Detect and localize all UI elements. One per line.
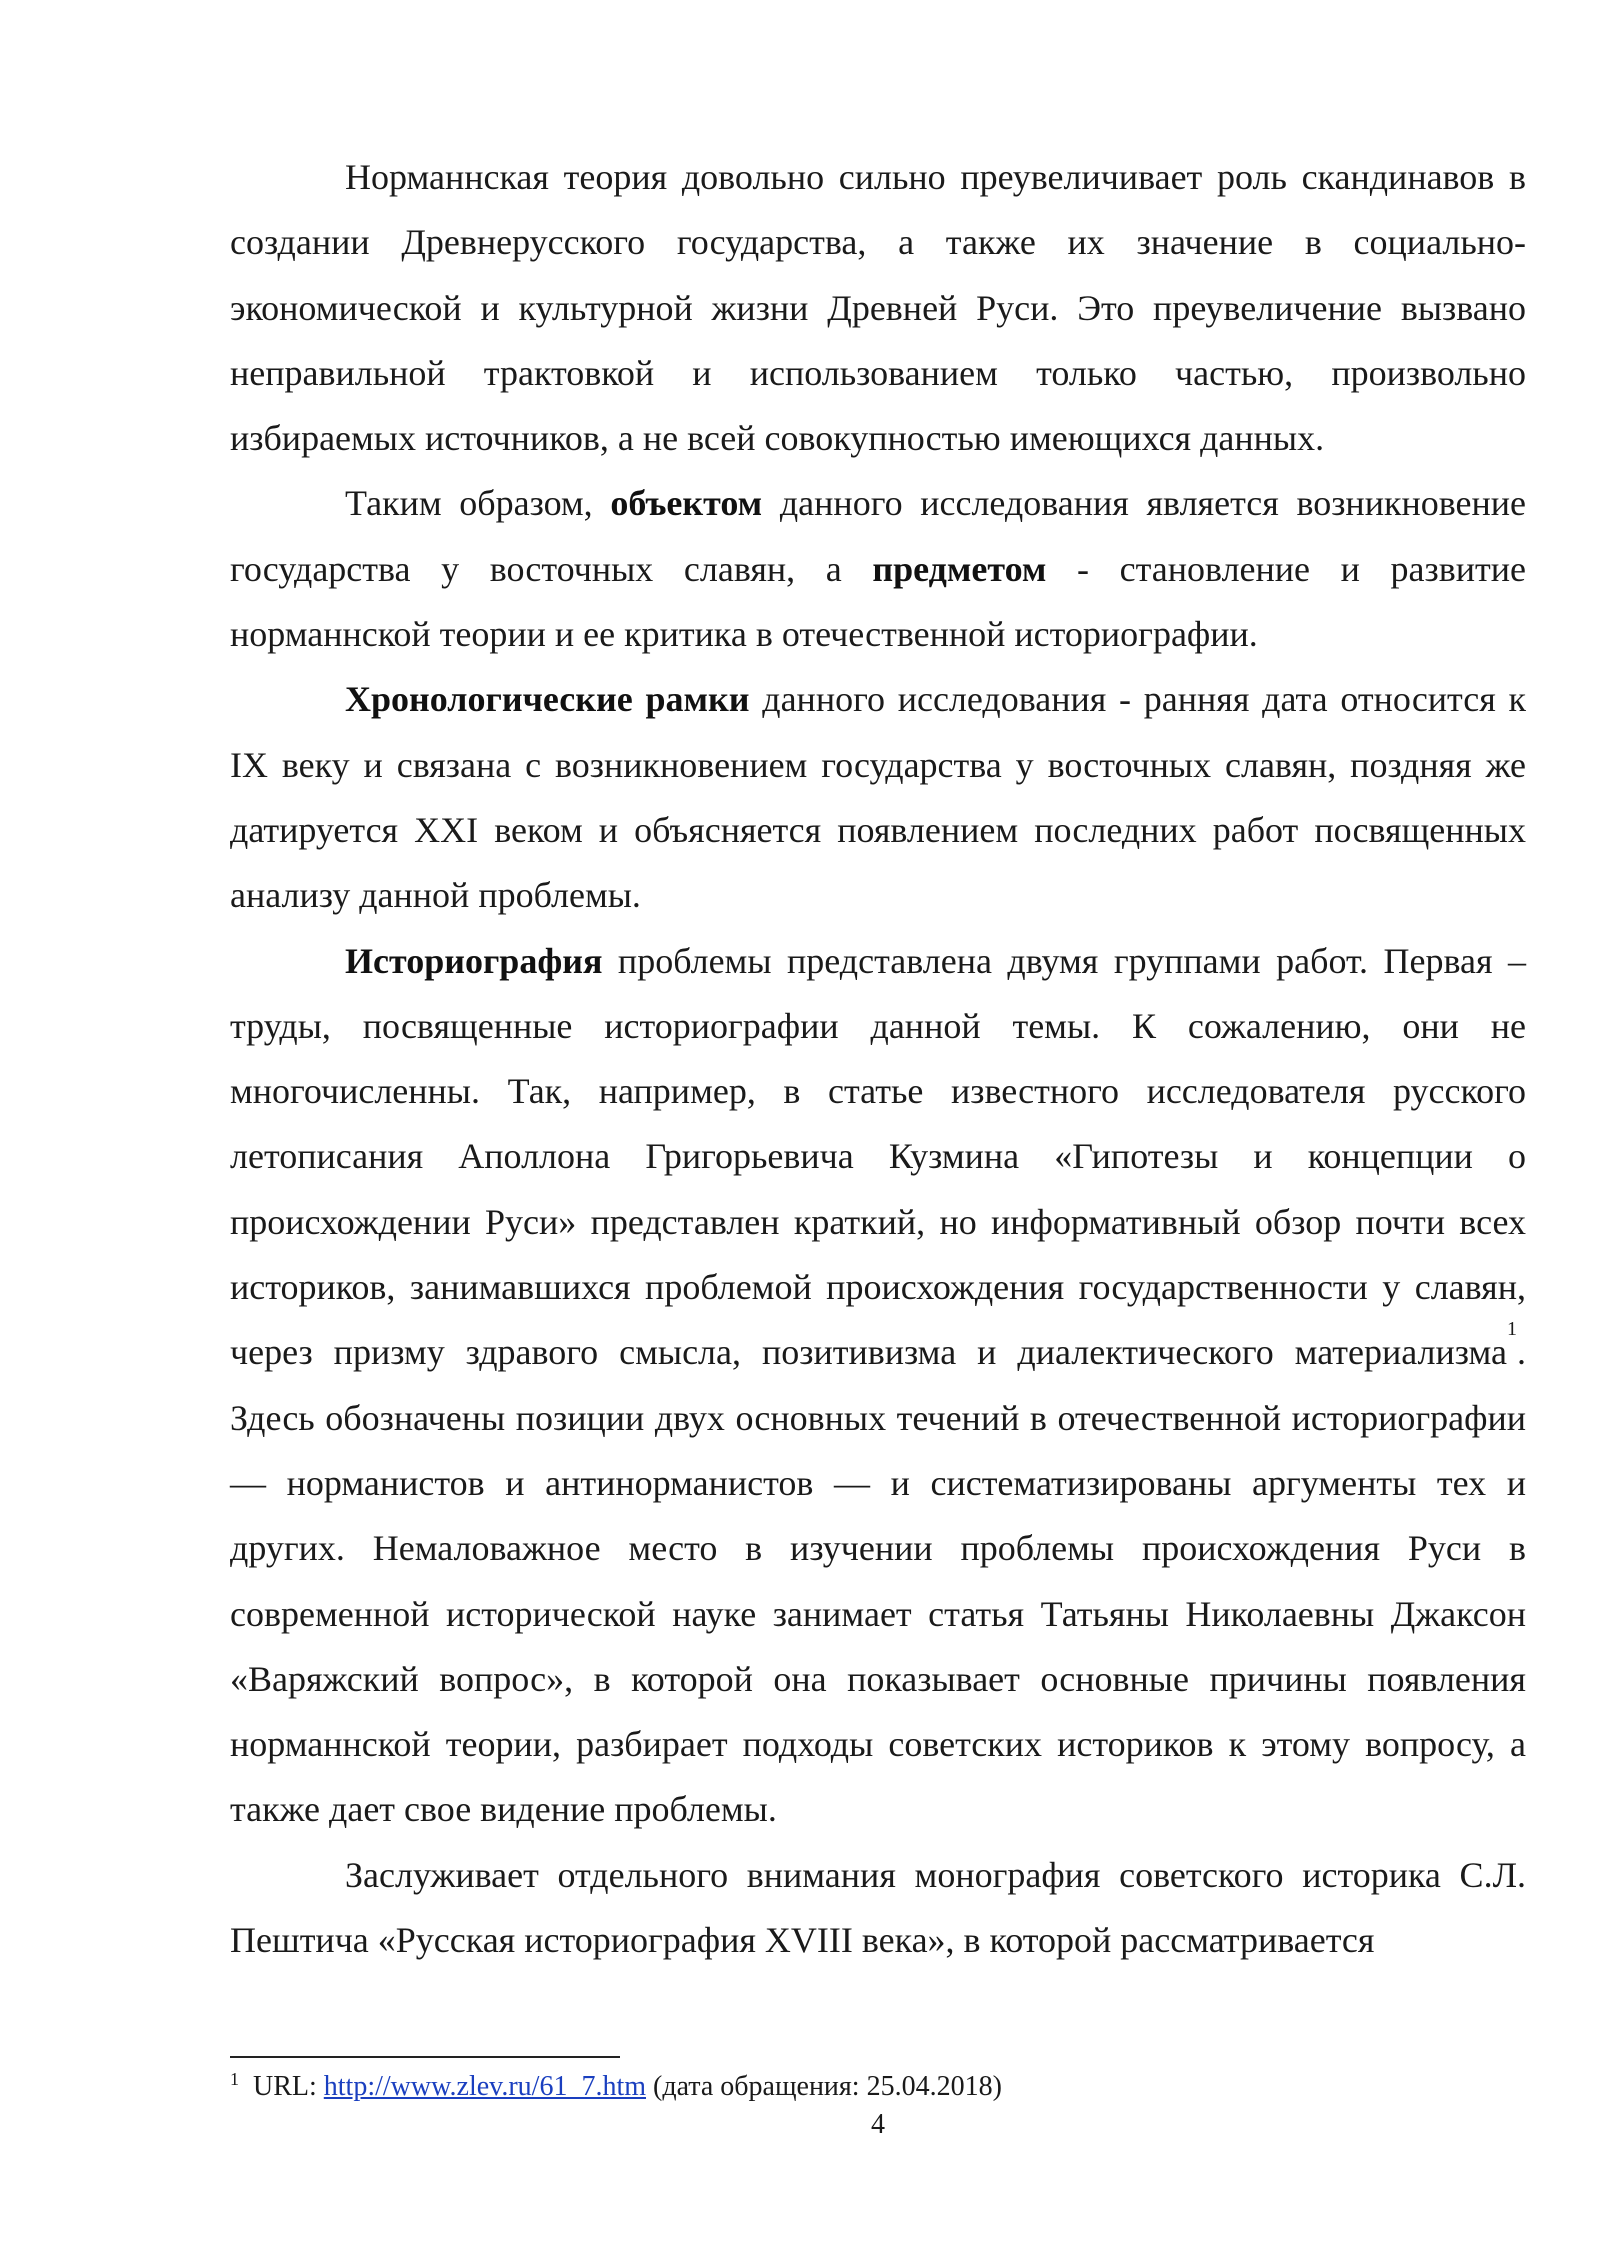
paragraph-text: проблемы представлена двумя группами работ. Первая – труды, посвященные историографии данной темы. К сожалению, они не многочисленны. Так, например, в статье известного исследователя русского летописания Аполлона Григорьевича Кузмина «Гипотезы и концепции о происхождении Руси» представлен краткий, но информативный обзор почти всех историков, занимавшихся проблемой происхождения государственности у славян, через призму здравого смысла, позитивизма и диалектического материализма (230, 940, 1526, 1373)
body-text (230, 145, 1526, 1973)
term-historiography: Историография (345, 940, 603, 981)
paragraph-object-subject (230, 471, 1526, 667)
paragraph-text: Таким образом, (345, 483, 611, 524)
paragraph-chronological-scope (230, 667, 1526, 928)
footnote-prefix: URL: (253, 2071, 324, 2102)
paragraph-text: данного исследования - ранняя дата относится к IX веку и связана с возникновением государства у восточных славян, поздняя же датируется XXI веком и объясняется появлением последних работ посвященных анализу данной проблемы. (230, 679, 1526, 916)
footnote-separator (230, 2056, 620, 2058)
paragraph-historiography (230, 929, 1526, 1843)
footnote-reference[interactable]: 1 (1507, 1318, 1517, 1341)
paragraph-norman-theory (230, 145, 1526, 471)
paragraph-text: - становление и развитие норманнской теории и ее критика в отечественной историографии. (230, 548, 1526, 655)
paragraph-text: данного исследования является возникновение государства у восточных славян, а (230, 483, 1526, 589)
term-subject: предметом (872, 548, 1047, 589)
paragraph-text: Заслуживает отдельного внимания монография советского историка С.Л. Пештича «Русская историография XVIII века», в которой рассматривается (230, 1854, 1526, 1961)
page-number: 4 (871, 2109, 885, 2140)
paragraph-peshtich (230, 1843, 1526, 1974)
term-object: объектом (610, 483, 763, 524)
paragraph-text: . Здесь обозначены позиции двух основных течений в отечественной историографии — норманистов и антинорманистов — и систематизированы аргументы тех и других. Немаловажное место в изучении проблемы происхождения Руси в современной исторической науке занимает статья Татьяны Николаевны Джаксон «Варяжский вопрос», в которой она показывает основные причины появления норманнской теории, разбирает подходы советских историков к этому вопросу, а также дает свое видение проблемы. (230, 1332, 1526, 1830)
paragraph-text: Норманнская теория довольно сильно преувеличивает роль скандинавов в создании Древнерусского государства, а также их значение в социально-экономической и культурной жизни Древней Руси. Это преувеличение вызвано неправильной трактовкой и использованием только частью, произвольно избираемых источников, а не всей совокупностью имеющихся данных. (230, 157, 1526, 459)
footnote-suffix: (дата обращения: 25.04.2018) (646, 2071, 1002, 2102)
footnote-link[interactable]: http://www.zlev.ru/61_7.htm (323, 2071, 646, 2102)
footnote (230, 2070, 1526, 2106)
footnote-mark: 1 (230, 2069, 239, 2089)
term-chronological-scope: Хронологические рамки (345, 679, 750, 720)
